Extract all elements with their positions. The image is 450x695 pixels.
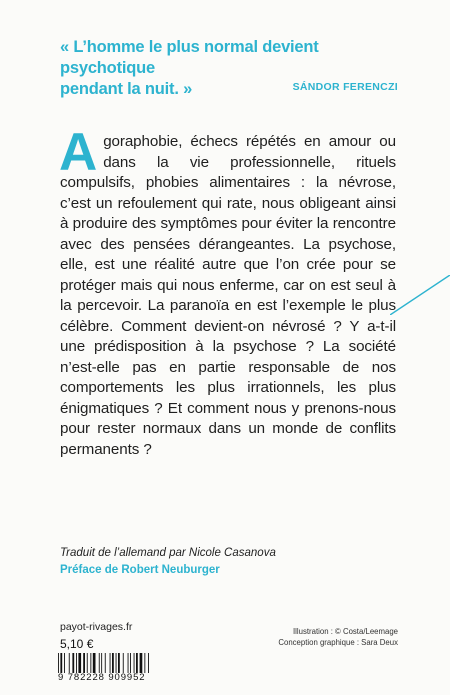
design-credit: Conception graphique : Sara Deux (278, 637, 398, 647)
blurb-text: goraphobie, échecs répétés en amour ou dans la vie professionnelle, rituels compulsifs, phobies alimentaires : la névrose, c’est un refoulement qui rate, nous obligeant ainsi à produire des symptômes pour éviter la rencontre avec des pensées dérangeantes. La psychose, elle, est une réalité autre que l’on crée pour se protéger mais qui nous enferme, car on est seul à la percevoir. La paranoïa en est l’exemple le plus célèbre. Comment devient-on névrosé ? Y a-t-il une prédisposition à la psychose ? La société n’est-elle pas en partie responsable de nos comportements les plus irrationnels, les plus énigmatiques ? Et comment nous y prenons-nous pour rester normaux dans un monde de conflits permanents ? (60, 133, 396, 458)
blurb-paragraph (59, 123, 396, 460)
publisher-website: payot-rivages.fr (60, 621, 133, 633)
quote-line-2: pendant la nuit. » (60, 80, 193, 98)
price: 5,10 € (60, 637, 94, 651)
quote-author: SÁNDOR FERENCZI (292, 81, 398, 93)
illustration-credit: Illustration : © Costa/Leemage (293, 627, 398, 636)
isbn-barcode (58, 653, 174, 673)
image-credits (278, 627, 398, 648)
quote-line-1: « L’homme le plus normal devient psychotique (60, 38, 319, 77)
decorative-accent-line (390, 275, 450, 315)
isbn-number: 9 782228 909952 (58, 672, 146, 683)
drop-cap: A (59, 123, 98, 182)
preface-credit: Préface de Robert Neuburger (60, 564, 220, 576)
translator-credit: Traduit de l’allemand par Nicole Casanova (60, 547, 276, 559)
